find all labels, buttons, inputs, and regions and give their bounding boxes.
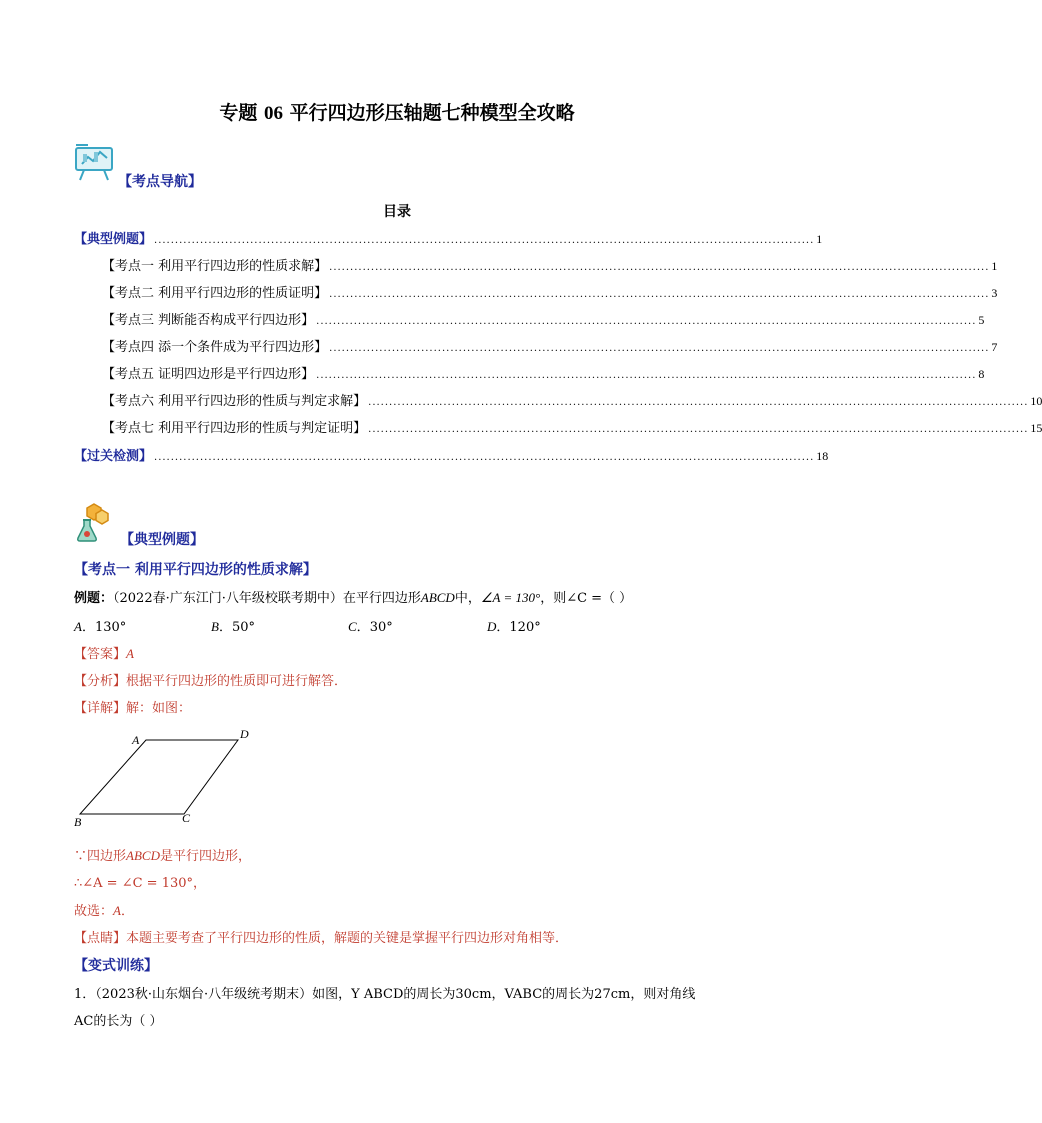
option-a[interactable]: A．130° — [74, 619, 127, 635]
parallelogram-diagram — [66, 728, 266, 828]
toc-row-topic2[interactable]: 【考点二 利用平行四边形的性质证明】 .............................................................................................................................................................. 3 — [102, 286, 998, 301]
detail-line: 【详解】解：如图： — [74, 701, 192, 716]
toc-row-topic6[interactable]: 【考点六 利用平行四边形的性质与判定求解】 .............................................................................................................................................................. 10 — [102, 394, 1042, 409]
option-c[interactable]: C．30° — [348, 619, 393, 635]
proof-line-3: 故选：A． — [74, 903, 134, 919]
proof-line-1: ∵四边形ABCD是平行四边形， — [74, 848, 251, 864]
toc-heading: 目录 — [383, 204, 411, 220]
practice-header: 【变式训练】 — [74, 958, 158, 974]
toc-row-topic3[interactable]: 【考点三 判断能否构成平行四边形】 .............................................................................................................................................................. 5 — [102, 313, 985, 328]
presentation-board-icon — [74, 140, 116, 182]
proof-line-2: ∴∠A = ∠C = 130°， — [74, 876, 207, 891]
toc-row-topic1[interactable]: 【考点一 利用平行四边形的性质求解】 .............................................................................................................................................................. 1 — [102, 259, 998, 274]
example-question: 例题：（2022春·广东江门·八年级校联考期中）在平行四边形ABCD中，∠A = 130°，则∠C =（ ） — [74, 590, 633, 606]
vertex-label-a: A — [132, 733, 140, 747]
answer-line: 【答案】A — [74, 646, 134, 662]
option-b[interactable]: B．50° — [211, 619, 256, 635]
toc-row-examples[interactable]: 【典型例题】 .............................................................................................................................................................. 1 — [74, 232, 823, 247]
section-header: 【典型例题】 — [120, 532, 204, 548]
option-d[interactable]: D．120° — [487, 619, 541, 635]
question-1-line-1: 1．（2023秋·山东烟台·八年级统考期末）如图，Y ABCD的周长为30cm，VABC的周长为27cm，则对角线 — [74, 987, 696, 1002]
toc-row-topic4[interactable]: 【考点四 添一个条件成为平行四边形】 .............................................................................................................................................................. 7 — [102, 340, 998, 355]
flask-icon — [74, 500, 116, 544]
comment-line: 【点睛】本题主要考查了平行四边形的性质，解题的关键是掌握平行四边形对角相等． — [74, 931, 569, 946]
toc-row-topic5[interactable]: 【考点五 证明四边形是平行四边形】 .............................................................................................................................................................. 8 — [102, 367, 985, 382]
analysis-line: 【分析】根据平行四边形的性质即可进行解答． — [74, 674, 348, 689]
parallelogram-shape — [80, 740, 238, 814]
toc-row-checkpoint[interactable]: 【过关检测】 .............................................................................................................................................................. 18 — [74, 449, 829, 464]
toc-row-topic7[interactable]: 【考点七 利用平行四边形的性质与判定证明】 .............................................................................................................................................................. 15 — [102, 421, 1042, 436]
nav-header: 【考点导航】 — [118, 174, 202, 190]
question-1-line-2: AC的长为（ ） — [74, 1014, 163, 1029]
vertex-label-c: C — [182, 811, 191, 825]
topic1-header: 【考点一 利用平行四边形的性质求解】 — [74, 562, 317, 578]
page-title: 专题 06 平行四边形压轴题七种模型全攻略 — [219, 102, 575, 124]
vertex-label-d: D — [240, 727, 249, 741]
vertex-label-b: B — [74, 815, 82, 829]
